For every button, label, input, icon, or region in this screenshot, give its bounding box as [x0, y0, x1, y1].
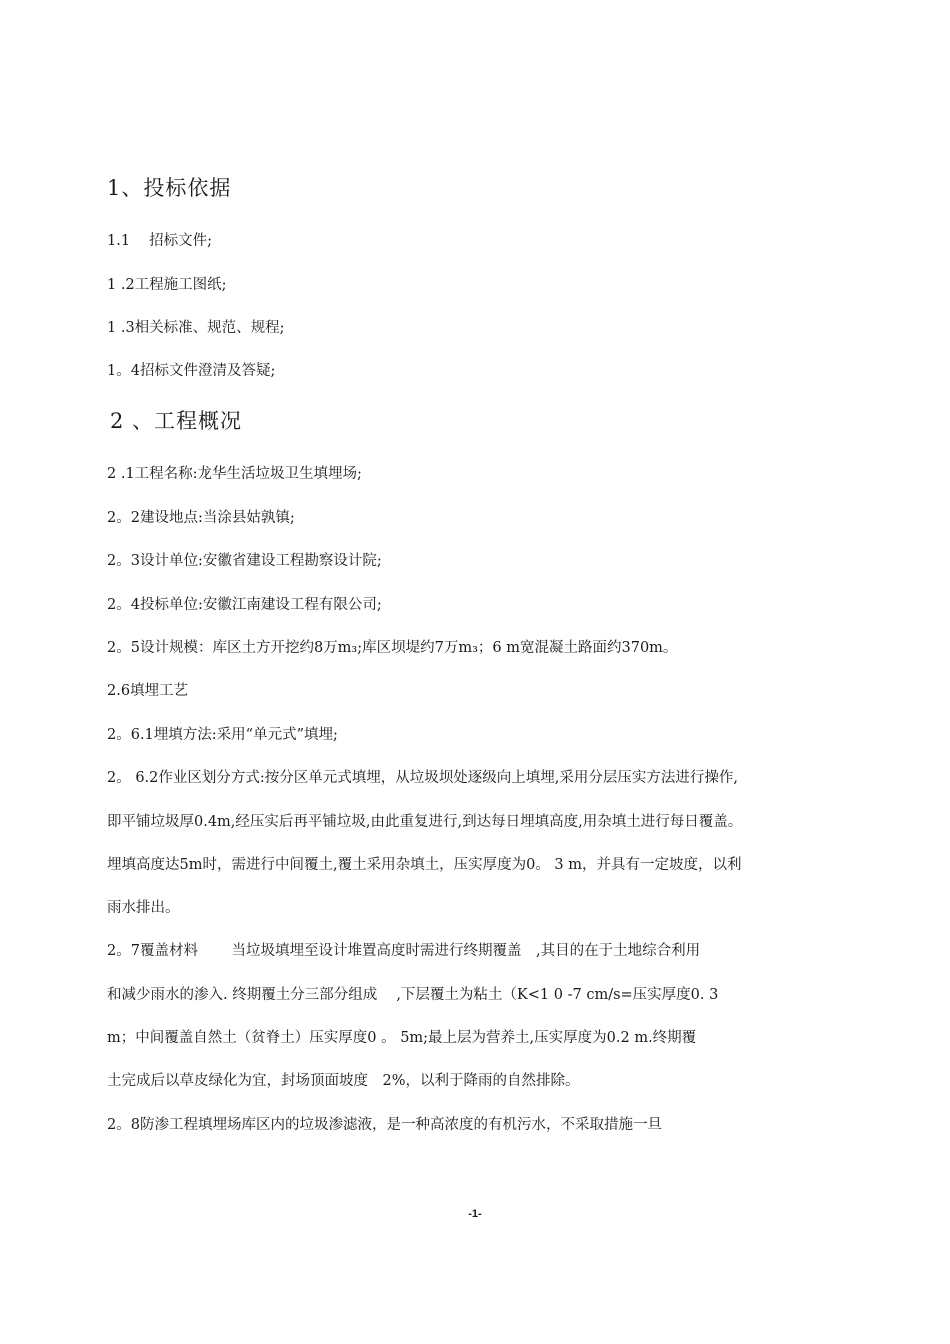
clause-2-7-line: 和减少雨水的渗入. 终期覆土分三部分组成 ,下层覆土为粘土（K<1 0 -7 cm/s=压实厚度0. 3: [107, 987, 719, 1003]
section-heading-1: 1、投标依据: [107, 176, 232, 200]
clause-2-6-2-line: 2。 6.2作业区划分方式:按分区单元式填埋，从垃圾坝处逐级向上填埋,采用分层压实方法进行操作,: [107, 770, 738, 786]
clause-1-4: 1。4招标文件澄清及答疑;: [107, 363, 276, 379]
clause-2-6-2-line: 雨水排出。: [107, 900, 180, 916]
clause-2-6: 2.6填埋工艺: [107, 683, 189, 699]
clause-2-7-line: 2。7覆盖材料 当垃圾填埋至设计堆置高度时需进行终期覆盖 ,其目的在于土地综合利用: [107, 943, 701, 959]
clause-1-2: 1 .2工程施工图纸;: [107, 277, 227, 293]
clause-2-6-1: 2。6.1埋填方法:采用“单元式”填埋;: [107, 727, 338, 743]
clause-2-5: 2。5设计规模：库区土方开挖约8万m₃;库区坝堤约7万m₃；6 m宽混凝土路面约370m。: [107, 640, 678, 656]
clause-2-7-line: 土完成后以草皮绿化为宜，封场顶面坡度 2%，以利于降雨的自然排除。: [107, 1073, 580, 1089]
clause-2-4: 2。4投标单位:安徽江南建设工程有限公司;: [107, 597, 382, 613]
clause-2-6-2-line: 埋填高度达5m时，需进行中间覆土,覆土采用杂填土，压实厚度为0。 3 m，并具有一定坡度，以利: [107, 857, 742, 873]
clause-2-2: 2。2建设地点:当涂县姑孰镇;: [107, 510, 295, 526]
clause-2-8: 2。8防渗工程填埋场库区内的垃圾渗滤液，是一种高浓度的有机污水，不采取措施一旦: [107, 1117, 662, 1133]
clause-1-3: 1 .3相关标准、规范、规程;: [107, 320, 285, 336]
clause-1-1: 1.1 招标文件;: [107, 233, 213, 249]
section-heading-2: 2 、工程概况: [110, 409, 243, 433]
clause-2-3: 2。3设计单位:安徽省建设工程勘察设计院;: [107, 553, 382, 569]
clause-2-7-line: m；中间覆盖自然土（贫脊土）压实厚度0 。 5m;最上层为营养土,压实厚度为0.2 m.终期覆: [107, 1030, 697, 1046]
clause-2-1: 2 .1工程名称:龙华生活垃圾卫生填埋场;: [107, 466, 362, 482]
page-number: -1-: [468, 1208, 482, 1220]
clause-2-6-2-line: 即平铺垃圾厚0.4m,经压实后再平铺垃圾,由此重复进行,到达每日埋填高度,用杂填土进行每日覆盖。: [107, 814, 743, 830]
